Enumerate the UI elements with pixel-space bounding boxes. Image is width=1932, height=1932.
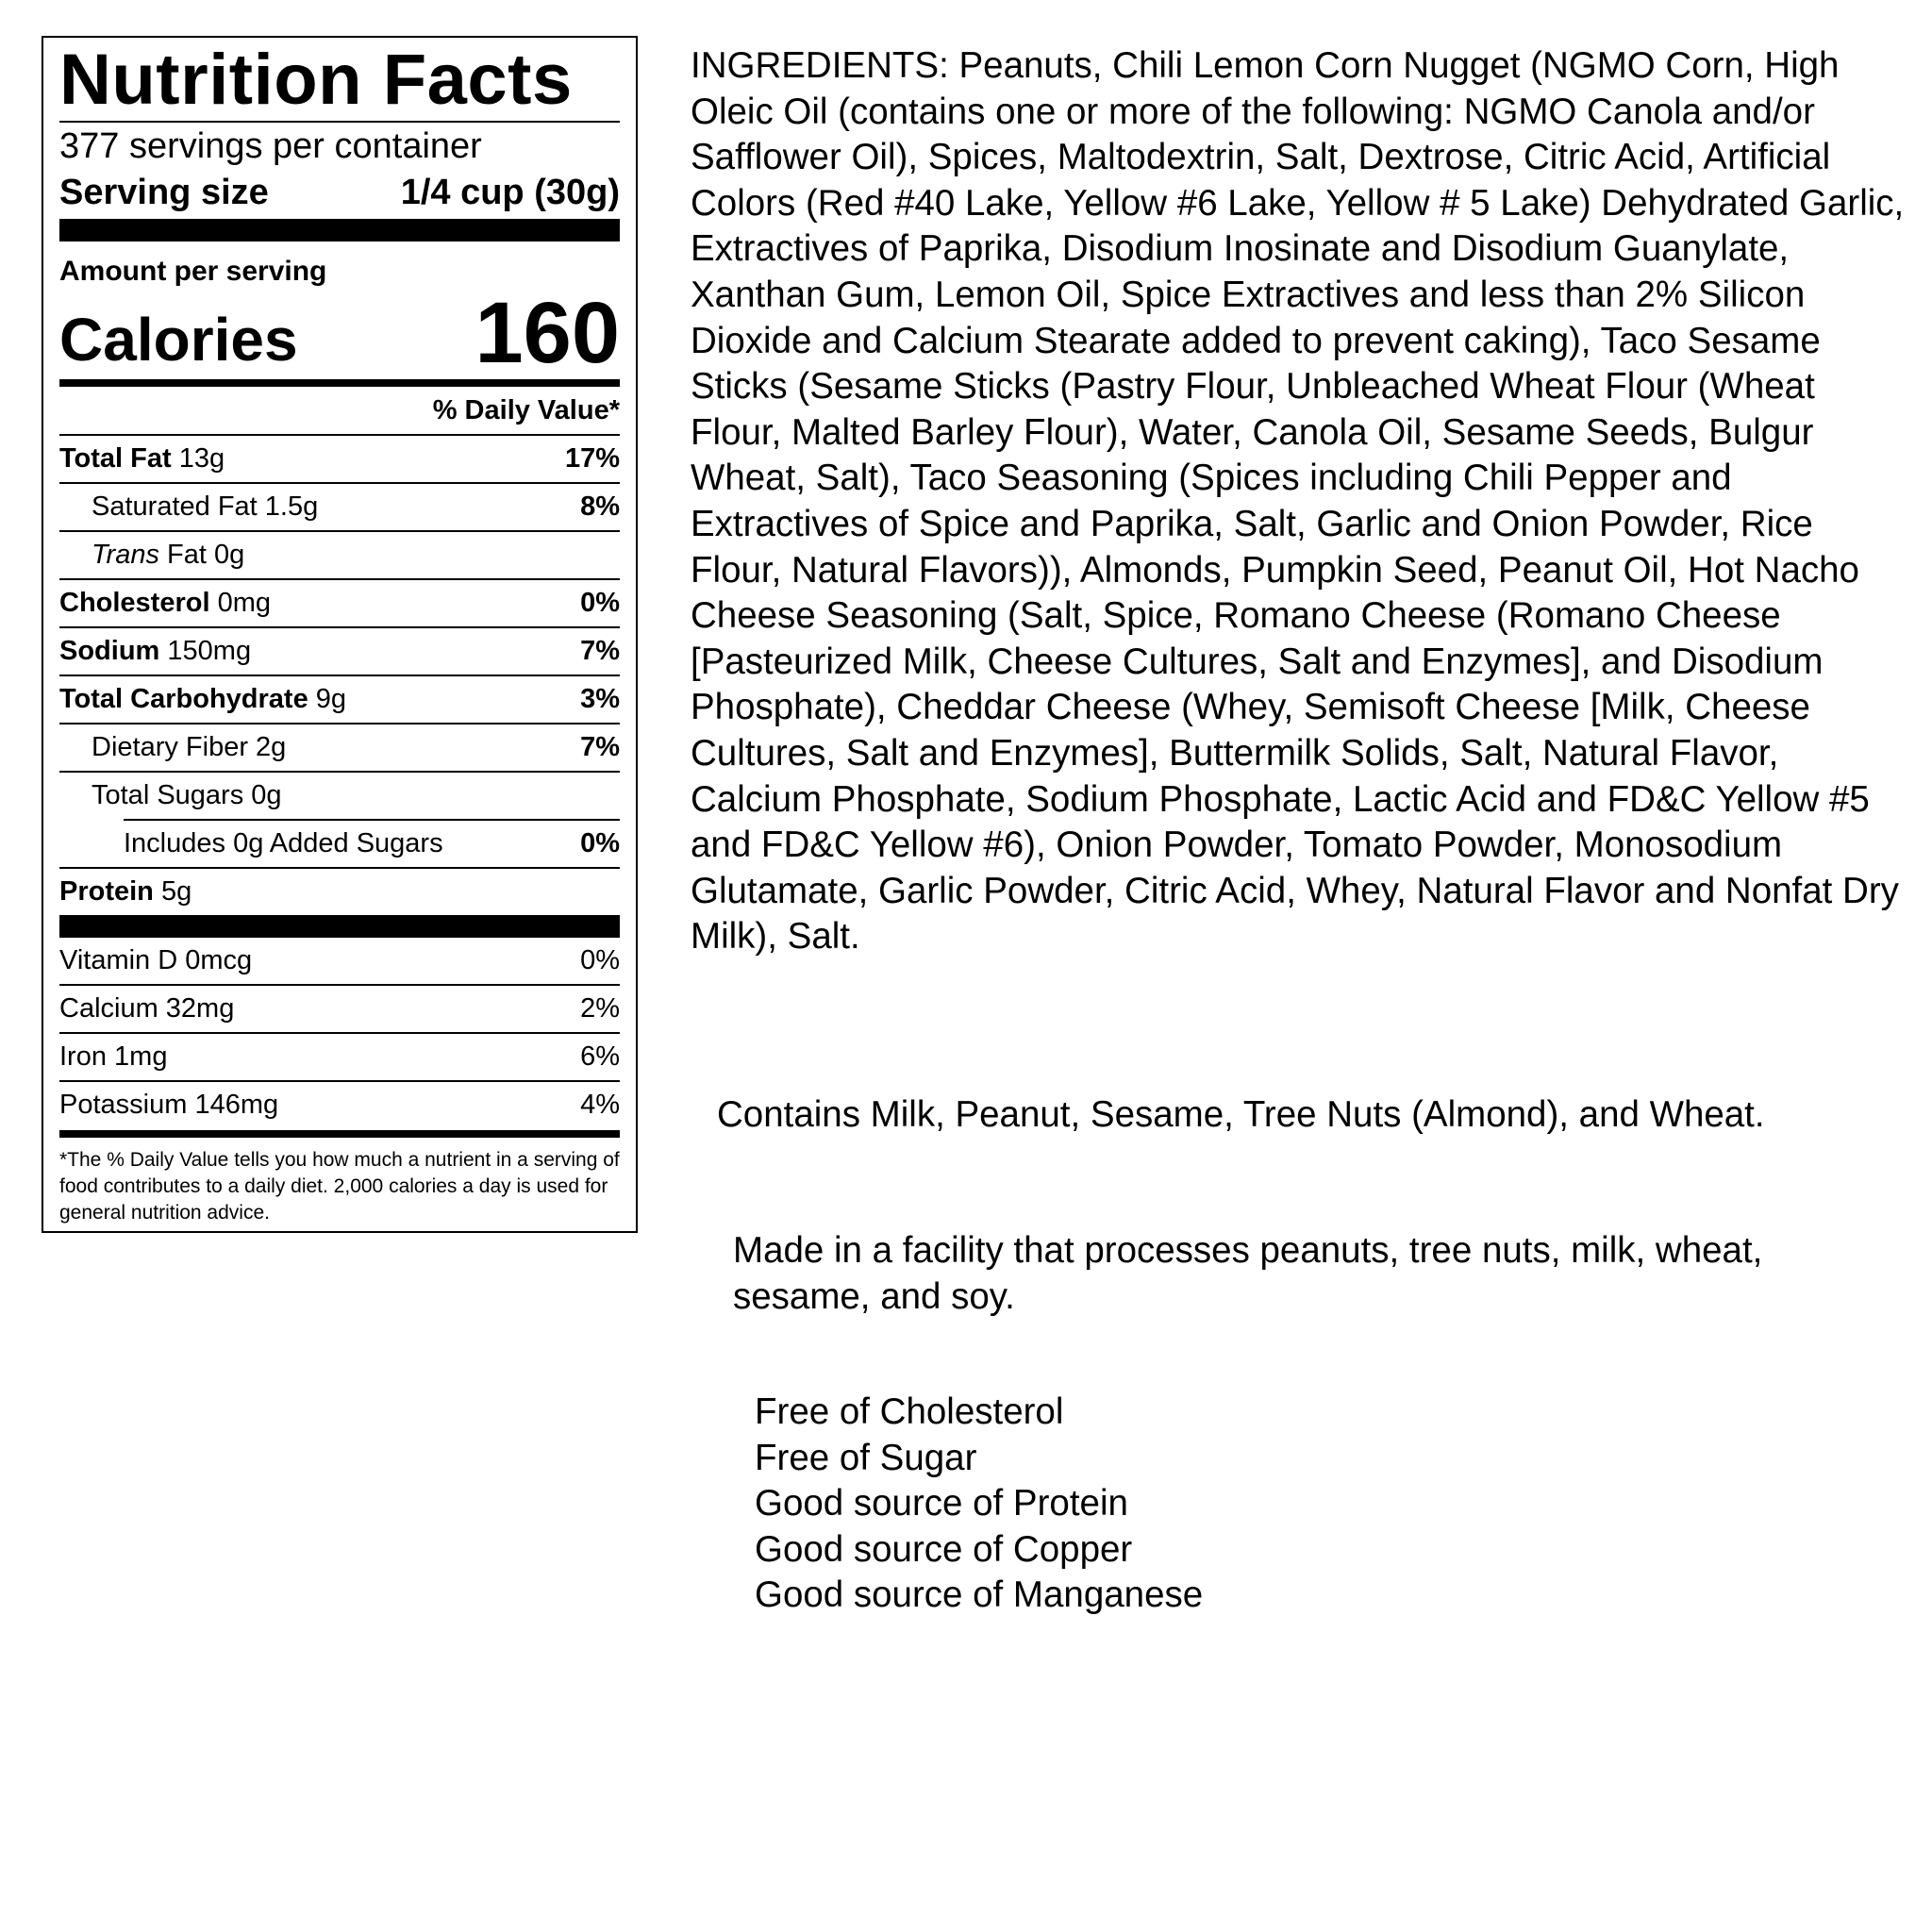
nutrition-claims-list [755,1390,1208,1619]
claim-item: Free of Sugar [755,1437,977,1478]
vitamin-pct: 6% [580,1041,620,1072]
nutrient-pct: 17% [564,443,620,474]
nutrient-row-protein [59,867,620,915]
vitamin-row-calcium [59,984,620,1032]
nutrient-amount: 0g [243,780,282,810]
serving-size-label: Serving size [59,173,269,212]
vitamin-label: Iron 1mg [59,1041,168,1072]
nutrient-row-trans-fat [59,530,620,578]
nutrient-pct: 0% [580,588,620,618]
nutrient-row-dietary-fiber [59,723,620,771]
nutrient-pct: 8% [580,491,620,522]
nutrient-row-total-fat [59,434,620,482]
vitamin-pct: 4% [580,1090,620,1120]
nutrient-name: Dietary Fiber [92,732,248,762]
nutrient-pct: 7% [580,732,620,762]
nutrient-name: Cholesterol [59,588,210,618]
vitamin-pct: 0% [580,945,620,975]
divider-thick [59,915,620,938]
ingredients-text: INGREDIENTS: Peanuts, Chili Lemon Corn Nugget (NGMO Corn, High Oleic Oil (contains one or more of the following: NGMO Canola and/or Safflower Oil), Spices, Maltodextrin, Salt, Dextrose, Citric Acid, Artificial Colors (Red #40 Lake, Yellow #6 Lake, Yellow # 5 Lake) Dehydrated Garlic, Extractives of Paprika, Disodium Inosinate and Disodium Guanylate, Xanthan Gum, Lemon Oil, Spice Extractives and less than 2% Silicon Dioxide and Calcium Stearate added to prevent caking), Taco Sesame Sticks (Sesame Sticks (Pastry Flour, Unbleached Wheat Flour (Wheat Flour, Malted Barley Flour), Water, Canola Oil, Sesame Seeds, Bulgur Wheat, Salt), Taco Seasoning (Spices including Chili Pepper and Extractives of Spice and Paprika, Salt, Garlic and Onion Powder, Rice Flour, Natural Flavors)), Almonds, Pumpkin Seed, Peanut Oil, Hot Nacho Cheese Seasoning (Salt, Spice, Romano Cheese (Romano Cheese [Pasteurized Milk, Cheese Cultures, Salt and Enzymes], and Disodium Phosphate), Cheddar Cheese (Whey, Semisoft Cheese [Milk, Cheese Cultures, Salt and Enzymes], Buttermilk Solids, Salt, Natural Flavor, Calcium Phosphate, Sodium Phosphate, Lactic Acid and FD&C Yellow #5 and FD&C Yellow #6), Onion Powder, Tomato Powder, Monosodium Glutamate, Garlic Powder, Citric Acid, Whey, Natural Flavor and Nonfat Dry Milk), Salt. [691,45,1905,958]
vitamin-row-iron [59,1032,620,1080]
claim-item: Good source of Manganese [755,1574,1204,1616]
nutrient-name: Sodium [59,636,160,666]
nutrient-amount: 9g [308,684,347,714]
nutrition-facts-panel [42,36,638,1233]
nutrient-amount: 150mg [159,636,252,666]
nutrient-name: Saturated Fat [92,491,258,522]
calories-row [59,285,620,381]
claim-item: Free of Cholesterol [755,1391,1064,1432]
nutrient-name: Trans [92,540,159,570]
nutrient-amount: 2g [248,732,287,762]
serving-size-row [59,170,620,219]
nutrient-pct: 7% [580,636,620,666]
nutrient-row-total-sugars [59,771,620,819]
nutrient-row-added-sugars [124,819,620,867]
nutrient-amount: 5g [153,876,192,907]
divider-medium [59,1130,620,1138]
amount-per-serving: Amount per serving [59,256,327,287]
nutrient-name: Includes 0g Added Sugars [124,828,443,858]
vitamin-label: Calcium 32mg [59,993,235,1024]
nutrient-amount: 1.5g [257,491,319,522]
nutrition-facts-title: Nutrition Facts [59,40,573,120]
calories-value: 160 [475,285,620,381]
nutrient-name: Total Carbohydrate [59,684,308,714]
nutrient-row-total-carbohydrate [59,675,620,723]
nutrient-amount: 13g [171,443,225,474]
vitamin-label: Potassium 146mg [59,1090,279,1120]
nutrient-row-cholesterol [59,578,620,626]
nutrient-name: Total Sugars [92,780,244,810]
facility-statement: Made in a facility that processes peanuts, tree nuts, milk, wheat, sesame, and soy. [733,1230,1763,1317]
daily-value-footnote: *The % Daily Value tells you how much a nutrient in a serving of food contributes to a daily diet. 2,000 calories a day is used for general nutrition advice. [59,1149,620,1224]
servings-per-container: 377 servings per container [59,126,482,166]
divider-thick [59,219,620,242]
nutrient-amount: Fat 0g [158,540,245,570]
vitamin-row-vitamin-d [59,938,620,984]
nutrient-name: Protein [59,876,154,907]
daily-value-header: % Daily Value* [432,395,620,425]
nutrient-pct: 3% [580,684,620,714]
serving-size-value: 1/4 cup (30g) [400,173,620,212]
claim-item: Good source of Protein [755,1483,1128,1524]
calories-label: Calories [59,306,298,374]
nutrient-amount: 0mg [209,588,272,618]
nutrient-pct: 0% [580,828,620,858]
vitamin-row-potassium [59,1080,620,1128]
vitamin-label: Vitamin D 0mcg [59,945,253,975]
nutrient-row-saturated-fat [59,482,620,530]
nutrient-name: Total Fat [59,443,172,474]
allergen-contains-statement: Contains Milk, Peanut, Sesame, Tree Nuts (Almond), and Wheat. [717,1094,1765,1135]
vitamin-pct: 2% [580,993,620,1024]
nutrient-row-sodium [59,626,620,675]
claim-item: Good source of Copper [755,1528,1133,1570]
